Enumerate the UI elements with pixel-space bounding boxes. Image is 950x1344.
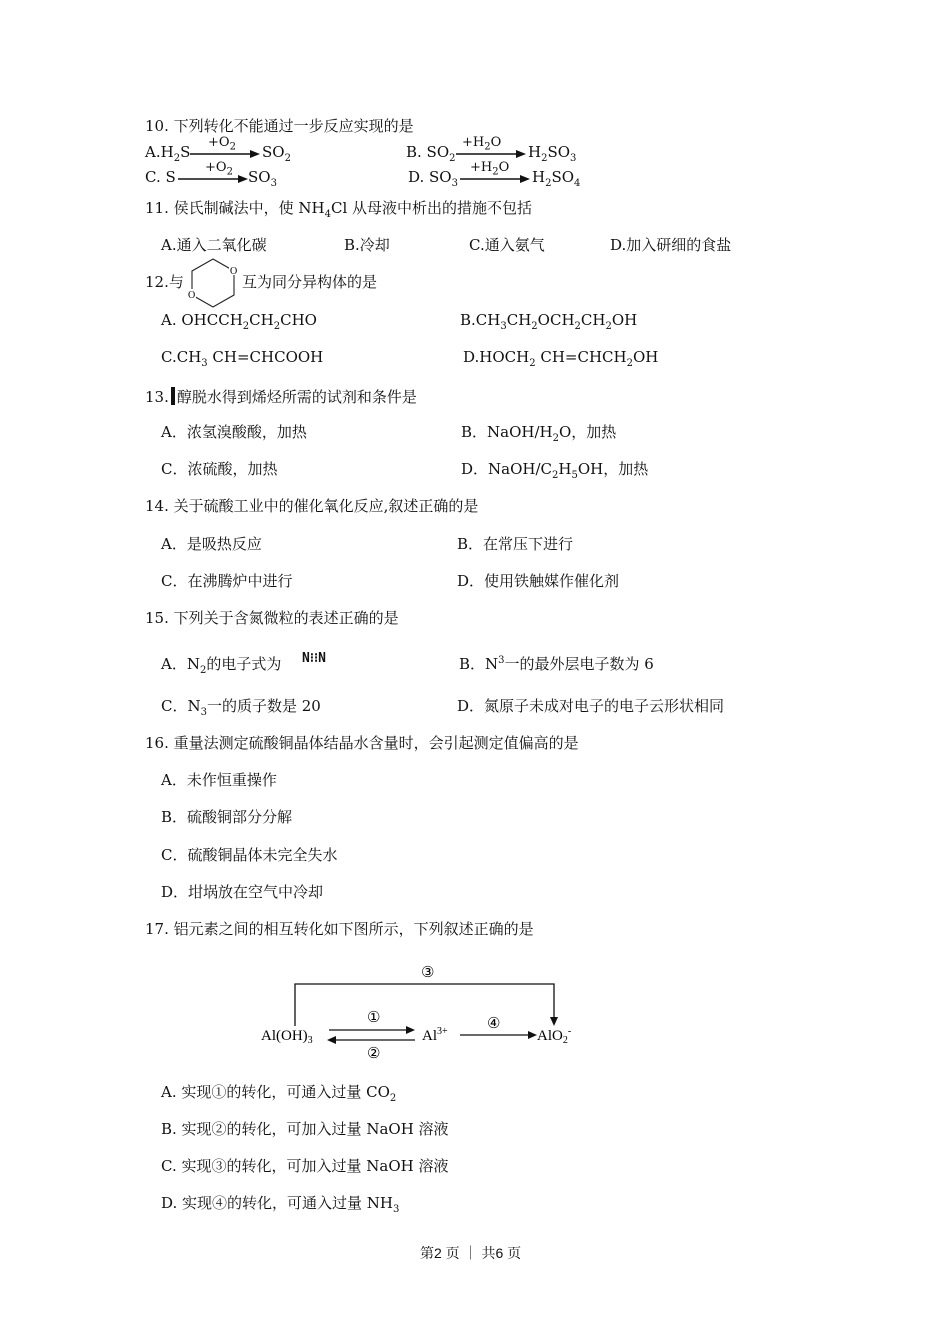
ring-oxygen-bottom: O xyxy=(188,290,196,301)
q11-option-b: B.冷却 xyxy=(344,236,390,254)
q15-option-a-formula: N⁝⁝N xyxy=(302,651,326,666)
q10-option-d-arrow xyxy=(460,175,530,183)
q10-option-a-condition: $+O_2$ xyxy=(208,135,236,153)
q16-option-a: A．未作恒重操作 xyxy=(161,771,277,789)
q14-option-a: A．是吸热反应 xyxy=(161,535,262,553)
q12-stem-suffix: 互为同分异构体的是 xyxy=(242,273,378,291)
q11-stem: 11. 侯氏制碱法中，使 $NH_4Cl$ 从母液中析出的措施不包括 xyxy=(145,199,533,220)
q10-option-a-product: $SO_2$ xyxy=(262,143,291,164)
q15-option-a: A．$N_2$的电子式为 xyxy=(161,655,282,676)
q10-option-d-product: $H_2SO_4$ xyxy=(532,168,581,189)
q13-stem: 13. 醇脱水得到烯烃所需的试剂和条件是 xyxy=(145,388,417,406)
q12-option-b: $B.CH_3CH_2OCH_2CH_2OH$ xyxy=(460,311,638,332)
q12-option-c: $C.CH_3$ CH=CHCOOH xyxy=(161,348,324,369)
q17-option-b: B. 实现②的转化，可加入过量 NaOH 溶液 xyxy=(161,1120,449,1138)
species-aluminum-ion: $Al^{3+}$ xyxy=(422,1026,448,1044)
route-3-label: ③ xyxy=(421,965,435,981)
q14-stem: 14. 关于硫酸工业中的催化氧化反应,叙述正确的是 xyxy=(145,497,479,515)
q10-option-a: $A.H_2S$ xyxy=(145,143,191,164)
q14-option-d: D．使用铁触媒作催化剂 xyxy=(457,572,620,590)
ring-oxygen-top: O xyxy=(230,266,238,277)
q10-option-b-product: $H_2SO_3$ xyxy=(528,143,577,164)
q13-option-a: A．浓氢溴酸酸，加热 xyxy=(161,423,307,441)
page-footer: 第2 页 ｜ 共6 页 xyxy=(420,1245,522,1261)
species-aluminate-ion: AlO$_2$- xyxy=(537,1026,572,1046)
q12-option-a: A. $OHCCH_2CH_2CHO$ xyxy=(161,311,317,332)
q17-stem: 17. 铝元素之间的相互转化如下图所示，下列叙述正确的是 xyxy=(145,920,534,938)
q13-option-d: D．NaOH/$C_2H_5OH$，加热 xyxy=(461,460,649,481)
dioxane-ring-structure xyxy=(186,256,240,308)
q11-option-c: C.通入氨气 xyxy=(469,236,545,254)
q16-option-c: C．硫酸铜晶体未完全失水 xyxy=(161,846,338,864)
q10-option-c-arrow xyxy=(178,175,248,183)
q11-option-d: D.加入研细的食盐 xyxy=(610,236,732,254)
q10-option-b: B. $SO_2$ xyxy=(406,143,456,164)
q16-option-d: D．坩埚放在空气中冷却 xyxy=(161,883,324,901)
q14-option-b: B．在常压下进行 xyxy=(457,535,574,553)
route-1-label: ① xyxy=(367,1010,381,1026)
q14-option-c: C．在沸腾炉中进行 xyxy=(161,572,293,590)
q12-option-d: $D.HOCH_2$ $CH=CHCH_2OH$ xyxy=(463,348,659,369)
q10-stem: 10. 下列转化不能通过一步反应实现的是 xyxy=(145,117,414,135)
q16-stem: 16. 重量法测定硫酸铜晶体结晶水含量时，会引起测定值偏高的是 xyxy=(145,734,579,752)
q13-option-c: C．浓硫酸，加热 xyxy=(161,460,278,478)
q15-option-c: C．$N_3$一的质子数是 20 xyxy=(161,697,321,718)
q17-option-a: A. 实现①的转化，可通入过量 $CO_2$ xyxy=(161,1083,397,1104)
q10-option-d-condition: $+H_2O$ xyxy=(470,160,510,178)
q15-stem: 15. 下列关于含氮微粒的表述正确的是 xyxy=(145,609,399,627)
q15-option-b: B．$N^3$一的最外层电子数为 6 xyxy=(459,655,654,673)
route-2-label: ② xyxy=(367,1046,381,1062)
q12-stem-prefix: 12.与 xyxy=(145,273,184,291)
q11-option-a: A.通入二氧化碳 xyxy=(161,236,267,254)
text-cursor-mark xyxy=(171,387,175,405)
q10-option-a-arrow xyxy=(190,150,260,158)
q17-option-c: C. 实现③的转化，可加入过量 NaOH 溶液 xyxy=(161,1157,449,1175)
q15-option-d: D．氮原子未成对电子的电子云形状相同 xyxy=(457,697,725,715)
q16-option-b: B．硫酸铜部分分解 xyxy=(161,808,293,826)
q10-option-c: C. S xyxy=(145,168,176,186)
q13-option-b: B．NaOH/$H_2O$，加热 xyxy=(461,423,617,444)
q10-option-b-condition: $+H_2O$ xyxy=(462,135,502,153)
q17-option-d: D. 实现④的转化，可通入过量 $NH_3$ xyxy=(161,1194,400,1215)
aluminum-conversion-diagram xyxy=(255,958,595,1068)
route-4-label: ④ xyxy=(487,1016,501,1032)
q10-option-b-arrow xyxy=(456,150,526,158)
q10-option-c-condition: $+O_2$ xyxy=(205,160,233,178)
q10-option-c-product: $SO_3$ xyxy=(248,168,277,189)
q10-option-d: D. $SO_3$ xyxy=(408,168,458,189)
species-aluminum-hydroxide: $Al(OH)_3$ xyxy=(261,1028,313,1046)
